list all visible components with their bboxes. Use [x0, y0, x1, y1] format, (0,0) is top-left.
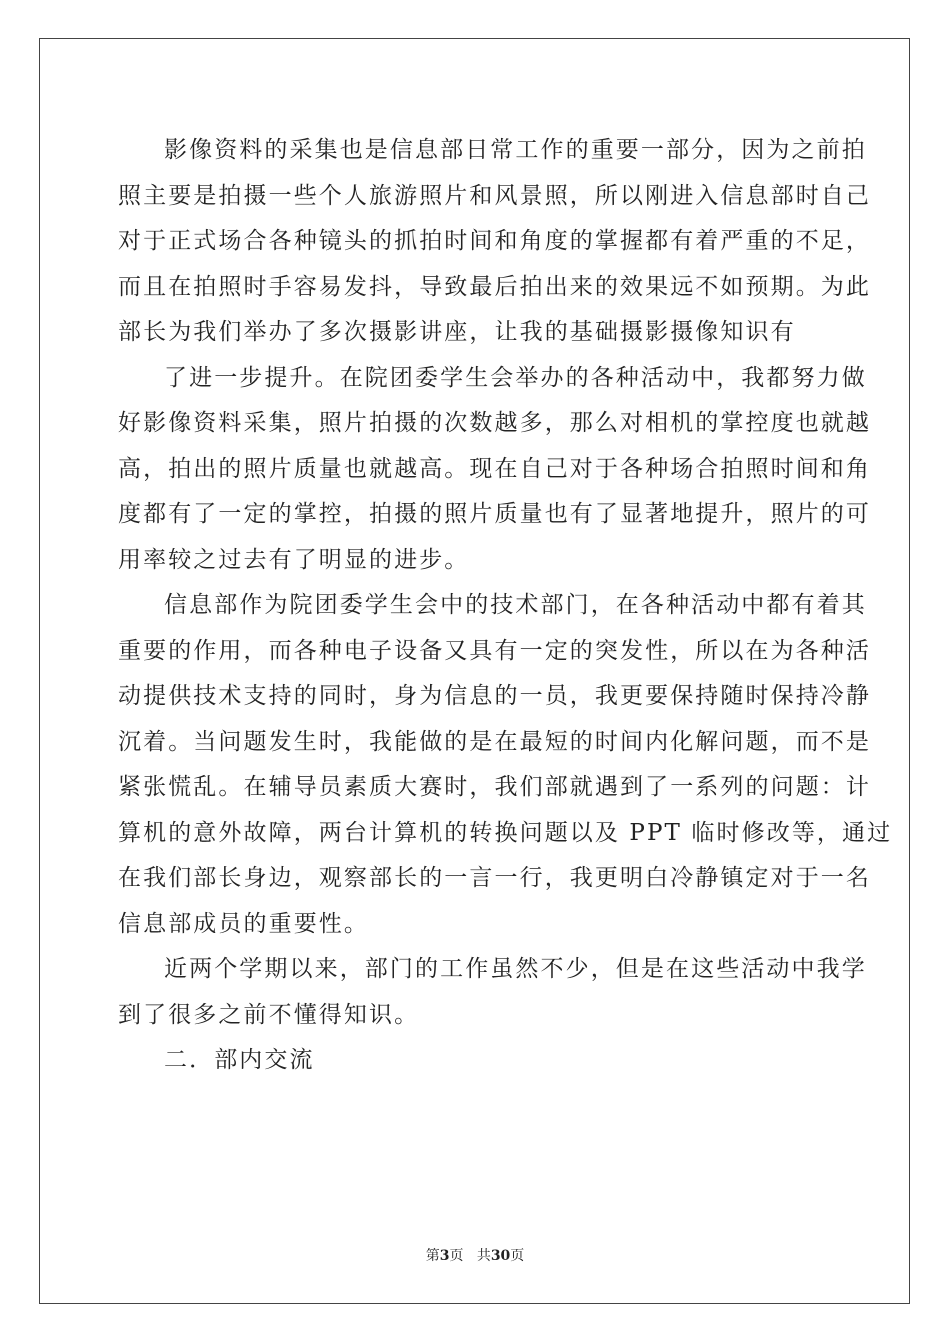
body-line: 用率较之过去有了明显的进步。	[118, 546, 470, 573]
body-line: 沉着。当问题发生时，我能做的是在最短的时间内化解问题，而不是	[118, 728, 871, 755]
body-line: 动提供技术支持的同时，身为信息的一员，我更要保持随时保持冷静	[118, 683, 871, 709]
body-line: 好影像资料采集，照片拍摄的次数越多，那么对相机的掌控度也就越	[118, 410, 871, 436]
body-line: 信息部成员的重要性。	[118, 910, 369, 937]
body-line: 了进一步提升。在院团委学生会举办的各种活动中，我都努力做	[164, 364, 867, 391]
body-line: 部长为我们举办了多次摄影讲座，让我的基础摄影摄像知识有	[118, 319, 796, 345]
body-line: 对于正式场合各种镜头的抓拍时间和角度的掌握都有着严重的不足，	[118, 228, 871, 254]
section-heading: 二．部内交流	[164, 1047, 315, 1073]
body-line: 照主要是拍摄一些个人旅游照片和风景照，所以刚进入信息部时自己	[118, 182, 871, 209]
page-prefix: 第	[425, 1248, 440, 1264]
body-line: 到了很多之前不懂得知识。	[118, 1001, 420, 1028]
body-line: 算机的意外故障，两台计算机的转换问题以及 PPT 临时修改等，通过	[118, 819, 893, 846]
total-pages: 30	[490, 1248, 511, 1264]
body-line: 度都有了一定的掌控，拍摄的照片质量也有了显著地提升，照片的可	[118, 501, 871, 527]
body-line: 在我们部长身边，观察部长的一言一行，我更明白冷静镇定对于一名	[118, 865, 871, 891]
body-line: 影像资料的采集也是信息部日常工作的重要一部分，因为之前拍	[164, 137, 867, 163]
body-line: 而且在拍照时手容易发抖，导致最后拍出来的效果远不如预期。为此	[118, 273, 871, 300]
page-footer	[0, 1247, 950, 1265]
body-line: 近两个学期以来，部门的工作虽然不少，但是在这些活动中我学	[164, 956, 867, 982]
body-line: 信息部作为院团委学生会中的技术部门，在各种活动中都有着其	[164, 592, 867, 618]
document-body	[118, 128, 893, 1084]
total-suffix: 页	[510, 1248, 525, 1264]
body-line: 紧张慌乱。在辅导员素质大赛时，我们部就遇到了一系列的问题：计	[118, 774, 871, 800]
body-line: 高，拍出的照片质量也就越高。现在自己对于各种场合拍照时间和角	[118, 455, 871, 482]
body-line: 重要的作用，而各种电子设备又具有一定的突发性，所以在为各种活	[118, 637, 871, 664]
page-number: 3	[439, 1248, 450, 1264]
total-prefix: 共	[476, 1248, 491, 1264]
page-suffix: 页	[449, 1248, 464, 1264]
